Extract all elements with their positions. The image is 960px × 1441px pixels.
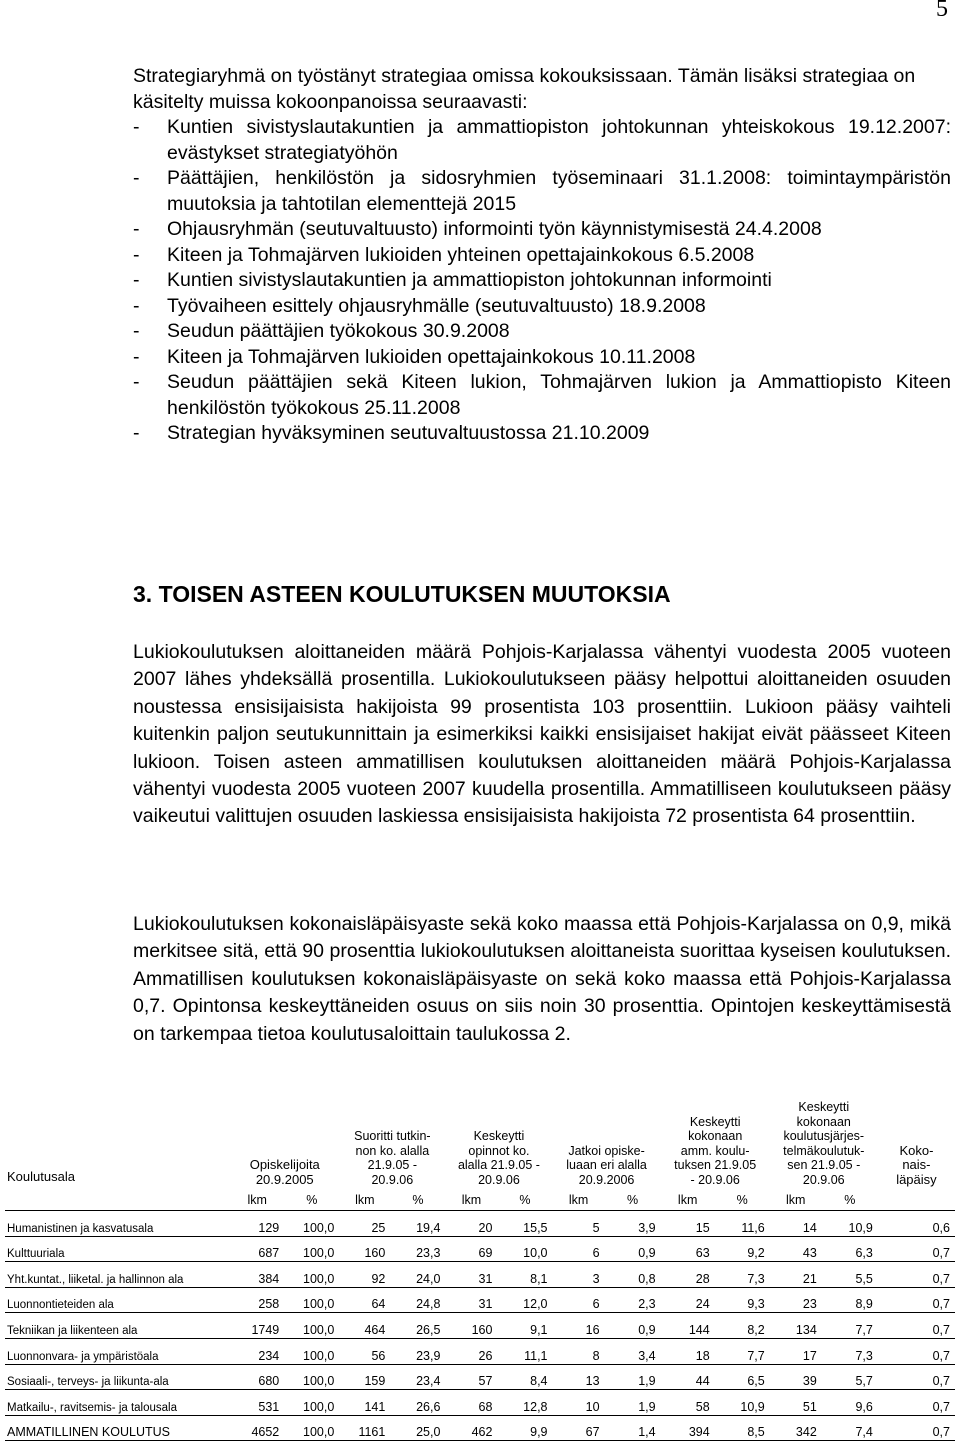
table-cell: 0,7 — [878, 1364, 955, 1390]
table-cell: 258 — [230, 1287, 284, 1313]
table-cell: 11,6 — [715, 1211, 770, 1237]
strategy-list-item — [133, 319, 951, 345]
table-subheader-row — [5, 1190, 955, 1211]
table-row — [5, 1338, 955, 1364]
table-cell: 92 — [339, 1262, 390, 1288]
table-cell: 160 — [339, 1236, 390, 1262]
table-cell: 141 — [339, 1390, 390, 1416]
strategy-list-item — [133, 268, 951, 294]
table-cell: 44 — [661, 1364, 715, 1390]
list-item-text: Kiteen ja Tohmajärven lukioiden yhteinen opettajainkokous 6.5.2008 — [167, 243, 755, 266]
strategy-process-list — [133, 64, 951, 447]
subheader-cell: % — [497, 1190, 552, 1211]
table-cell: 160 — [445, 1313, 497, 1339]
table-cell: 64 — [339, 1287, 390, 1313]
table-cell: 100,0 — [284, 1236, 339, 1262]
paragraph-upper-secondary-changes: Lukiokoulutuksen aloittaneiden määrä Pohjois-Karjalassa vähentyi vuodesta 2005 vuoteen 2007 lähes yhdeksällä prosentilla. Lukiokoulutukseen pääsy helpottui aloittaneiden osuuden noustessa ensisijaisista hakijoista 99 prosentista 103 prosenttiin. Lukioon pääsy vaihteli kuitenkin paljon seutukunnittain ja esimerkiksi kaikki ensisijaiset hakijat eivät päässeet Kiteen lukioon. Toisen asteen ammatillisen koulutuksen aloittaneiden määrä Pohjois-Karjalassa vähentyi vuodesta 2005 vuoteen 2007 kuudella prosentilla. Ammatilliseen koulutukseen pääsy vaikeutui valittujen osuuden laskiessa ensisijaisista hakijoista 72 prosentista 64 prosenttiin. — [133, 641, 951, 828]
header-line: 20.9.06 — [802, 1172, 845, 1187]
strategy-list-item — [133, 345, 951, 371]
header-line: tuksen 21.9.05 — [674, 1158, 757, 1172]
table-cell: 9,9 — [497, 1415, 552, 1441]
list-item-text: Kuntien sivistyslautakuntien ja ammattiopiston johtokunnan yhteiskokous 19.12.2007: evästykset strategiatyöhön — [167, 116, 951, 164]
header-line: Opiskelijoita — [249, 1157, 320, 1172]
strategy-list-item — [133, 115, 951, 166]
row-label: Sosiaali-, terveys- ja liikunta-ala — [5, 1364, 230, 1390]
list-bullet: - — [133, 243, 140, 266]
strategy-list-item — [133, 217, 951, 243]
table-cell: 5,7 — [822, 1364, 878, 1390]
header-line: Keskeytti — [689, 1114, 741, 1129]
table-row — [5, 1415, 955, 1441]
subheader-cell: lkm — [445, 1190, 497, 1211]
table-cell: 8,5 — [715, 1415, 770, 1441]
header-line: - 20.9.06 — [690, 1172, 740, 1187]
table-cell: 12,8 — [497, 1390, 552, 1416]
header-dropped-all — [770, 1100, 878, 1190]
table-row — [5, 1287, 955, 1313]
table-cell: 0,8 — [605, 1262, 661, 1288]
table-cell: 11,1 — [497, 1338, 552, 1364]
list-item-text: Seudun päättäjien työkokous 30.9.2008 — [167, 320, 510, 342]
header-line: 20.9.06 — [371, 1172, 414, 1187]
table-cell: 0,9 — [605, 1313, 661, 1339]
header-line: 20.9.2006 — [578, 1172, 635, 1187]
table-cell: 17 — [770, 1338, 822, 1364]
header-pass-rate — [878, 1100, 955, 1190]
table-cell: 28 — [661, 1262, 715, 1288]
table-cell: 100,0 — [284, 1415, 339, 1441]
table-cell: 13 — [553, 1364, 605, 1390]
list-bullet: - — [133, 218, 140, 240]
table-cell: 6,3 — [822, 1236, 878, 1262]
header-line: amm. koulu- — [680, 1143, 750, 1158]
strategy-list-item — [133, 421, 951, 447]
paragraph-completion-rates: Lukiokoulutuksen kokonaisläpäisyaste sekä koko maassa että Pohjois-Karjalassa on 0,9, mikä merkitsee sitä, että 90 prosenttia lukiokoulutuksen aloittaneista suorittaa kyseisen koulutuksen. Ammatillisen koulutuksen kokonaisläpäisyaste on sekä koko maassa että Pohjois-Karjalassa 0,7. Opintonsa keskeyttäneiden osuus on siis noin 30 prosenttia. Opintojen keskeyttämisestä on tarkempaa tietoa koulutusaloittain taulukossa 2. — [133, 913, 951, 1045]
list-bullet: - — [133, 167, 140, 189]
table-row — [5, 1211, 955, 1237]
table-cell: 6,5 — [715, 1364, 770, 1390]
table-cell: 9,6 — [822, 1390, 878, 1416]
header-dropped-vocational — [661, 1100, 770, 1190]
list-item-text: Kiteen ja Tohmajärven lukioiden opettajainkokous 10.11.2008 — [167, 345, 696, 368]
table-cell: 134 — [770, 1313, 822, 1339]
subheader-cell: % — [284, 1190, 339, 1211]
table-cell: 0,7 — [878, 1287, 955, 1313]
table-cell: 4652 — [230, 1415, 284, 1441]
row-label: Matkailu-, ravitsemis- ja talousala — [5, 1390, 230, 1416]
table-cell: 0,7 — [878, 1415, 955, 1441]
table-row — [5, 1313, 955, 1339]
table-cell: 9,1 — [497, 1313, 552, 1339]
list-bullet: - — [133, 320, 140, 342]
table-cell: 51 — [770, 1390, 822, 1416]
table-cell: 58 — [661, 1390, 715, 1416]
table-cell: 3,4 — [605, 1338, 661, 1364]
table-cell: 31 — [445, 1262, 497, 1288]
table-cell: 25,0 — [390, 1415, 445, 1441]
table-cell: 67 — [553, 1415, 605, 1441]
table-header-row — [5, 1100, 955, 1190]
table-cell: 26 — [445, 1338, 497, 1364]
header-line: opinnot ko. — [468, 1143, 530, 1158]
table-cell: 43 — [770, 1236, 822, 1262]
table-cell: 5,5 — [822, 1262, 878, 1288]
table-cell: 20 — [445, 1211, 497, 1237]
table-cell: 394 — [661, 1415, 715, 1441]
table-cell: 24,0 — [390, 1262, 445, 1288]
list-bullet: - — [133, 116, 140, 138]
header-line: nais- — [902, 1157, 931, 1172]
table-cell: 16 — [553, 1313, 605, 1339]
table-cell: 7,7 — [822, 1313, 878, 1339]
table-cell: 342 — [770, 1415, 822, 1441]
table-row — [5, 1390, 955, 1416]
table-cell: 0,7 — [878, 1236, 955, 1262]
table-cell: 63 — [661, 1236, 715, 1262]
table-cell: 3 — [553, 1262, 605, 1288]
table-cell: 8,4 — [497, 1364, 552, 1390]
header-line: Keskeytti — [473, 1129, 525, 1143]
table-cell: 10,9 — [822, 1211, 878, 1237]
table-cell: 9,3 — [715, 1287, 770, 1313]
strategy-list-item — [133, 370, 951, 421]
subheader-cell: lkm — [230, 1190, 284, 1211]
subheader-cell: lkm — [770, 1190, 822, 1211]
list-item-text: Ohjausryhmän (seutuvaltuusto) informointi työn käynnistymisestä 24.4.2008 — [167, 218, 822, 240]
table-cell: 100,0 — [284, 1313, 339, 1339]
table-cell: 680 — [230, 1364, 284, 1390]
list-bullet: - — [133, 345, 140, 368]
header-line: alalla 21.9.05 - — [457, 1158, 540, 1172]
table-cell: 8,9 — [822, 1287, 878, 1313]
header-line: luaan eri alalla — [566, 1158, 647, 1172]
table-cell: 144 — [661, 1313, 715, 1339]
table-cell: 24,8 — [390, 1287, 445, 1313]
table-cell: 8 — [553, 1338, 605, 1364]
table-row — [5, 1236, 955, 1262]
header-students — [230, 1100, 339, 1190]
list-bullet: - — [133, 422, 140, 444]
table-cell: 687 — [230, 1236, 284, 1262]
table-cell: 1,9 — [605, 1364, 661, 1390]
strategy-list-item — [133, 294, 951, 320]
header-line: koulutusjärjes- — [783, 1129, 865, 1143]
table-cell: 6 — [553, 1287, 605, 1313]
row-label: Kulttuuriala — [5, 1236, 230, 1262]
table-cell: 5 — [553, 1211, 605, 1237]
header-line: 21.9.05 - — [367, 1158, 418, 1172]
header-line: kokonaan — [796, 1114, 851, 1129]
list-item-text: Kuntien sivistyslautakuntien ja ammattiopiston johtokunnan informointi — [167, 269, 772, 291]
header-field: Koulutusala — [7, 1168, 75, 1184]
table-cell: 0,7 — [878, 1262, 955, 1288]
table-cell: 1,4 — [605, 1415, 661, 1441]
row-label: Humanistinen ja kasvatusala — [5, 1211, 230, 1237]
row-label: Luonnonvara- ja ympäristöala — [5, 1338, 230, 1364]
strategy-list-item — [133, 243, 951, 269]
list-bullet: - — [133, 269, 140, 291]
table-cell: 7,7 — [715, 1338, 770, 1364]
table-cell: 39 — [770, 1364, 822, 1390]
table-cell: 10 — [553, 1390, 605, 1416]
dropout-table — [5, 1100, 955, 1441]
table-cell: 0,7 — [878, 1338, 955, 1364]
list-item-text: Strategian hyväksyminen seutuvaltuustossa 21.10.2009 — [167, 422, 650, 444]
table-cell: 2,3 — [605, 1287, 661, 1313]
table-cell: 57 — [445, 1364, 497, 1390]
table-row — [5, 1364, 955, 1390]
table-cell: 1,9 — [605, 1390, 661, 1416]
table-cell: 0,7 — [878, 1313, 955, 1339]
header-line: Jatkoi opiske- — [568, 1143, 645, 1158]
header-line: sen 21.9.05 - — [787, 1158, 861, 1172]
header-dropped-field — [445, 1100, 552, 1190]
table-cell: 15 — [661, 1211, 715, 1237]
table-cell: 9,2 — [715, 1236, 770, 1262]
row-label: Tekniikan ja liikenteen ala — [5, 1313, 230, 1339]
table-cell: 15,5 — [497, 1211, 552, 1237]
table-cell: 68 — [445, 1390, 497, 1416]
row-label: Luonnontieteiden ala — [5, 1287, 230, 1313]
table-cell: 24 — [661, 1287, 715, 1313]
table-cell: 19,4 — [390, 1211, 445, 1237]
table-cell: 18 — [661, 1338, 715, 1364]
table-cell: 159 — [339, 1364, 390, 1390]
table-cell: 100,0 — [284, 1364, 339, 1390]
table-cell: 462 — [445, 1415, 497, 1441]
subheader-cell: % — [605, 1190, 661, 1211]
header-line: 20.9.2005 — [255, 1171, 314, 1187]
header-line: Koko- — [899, 1142, 934, 1158]
list-bullet: - — [133, 371, 140, 393]
header-line: telmäkoulutuk- — [783, 1143, 865, 1158]
table-cell: 10,9 — [715, 1390, 770, 1416]
subheader-empty — [5, 1190, 230, 1211]
table-cell: 234 — [230, 1338, 284, 1364]
strategy-intro: Strategiaryhmä on työstänyt strategiaa omissa kokouksissaan. Tämän lisäksi strategiaa on käsitelty muissa kokoonpanoissa seuraavasti: — [133, 65, 916, 113]
table-cell: 56 — [339, 1338, 390, 1364]
header-line: 20.9.06 — [478, 1172, 520, 1187]
table-cell: 8,1 — [497, 1262, 552, 1288]
subheader-cell: % — [390, 1190, 445, 1211]
table-cell: 69 — [445, 1236, 497, 1262]
list-item-text: Seudun päättäjien sekä Kiteen lukion, Tohmajärven lukion ja Ammattiopisto Kiteen henkilöstön työkokous 25.11.2008 — [167, 371, 951, 419]
subheader-cell: lkm — [339, 1190, 390, 1211]
table-cell: 21 — [770, 1262, 822, 1288]
table-cell: 25 — [339, 1211, 390, 1237]
table-cell: 100,0 — [284, 1211, 339, 1237]
subheader-cell: lkm — [661, 1190, 715, 1211]
table-cell: 100,0 — [284, 1262, 339, 1288]
table-cell: 23,9 — [390, 1338, 445, 1364]
table-cell: 100,0 — [284, 1287, 339, 1313]
list-item-text: Päättäjien, henkilöstön ja sidosryhmien työseminaari 31.1.2008: toimintaympäristön muutoksia ja tahtotilan elementtejä 2015 — [167, 167, 951, 215]
header-completed — [339, 1100, 445, 1190]
table-cell: 129 — [230, 1211, 284, 1237]
header-line: Suoritti tutkin- — [354, 1129, 431, 1143]
header-line: läpäisy — [896, 1171, 937, 1187]
table-cell: 100,0 — [284, 1338, 339, 1364]
table-cell: 7,3 — [822, 1338, 878, 1364]
table-cell: 384 — [230, 1262, 284, 1288]
table-cell: 8,2 — [715, 1313, 770, 1339]
table-cell: 6 — [553, 1236, 605, 1262]
header-line: kokonaan — [688, 1129, 743, 1143]
list-item-text: Työvaiheen esittely ohjausryhmälle (seutuvaltuusto) 18.9.2008 — [167, 294, 706, 317]
row-label: AMMATILLINEN KOULUTUS — [5, 1415, 230, 1441]
table-cell: 7,3 — [715, 1262, 770, 1288]
list-bullet: - — [133, 294, 140, 317]
table-cell: 26,5 — [390, 1313, 445, 1339]
table-cell: 0,9 — [605, 1236, 661, 1262]
table-cell: 12,0 — [497, 1287, 552, 1313]
header-line: non ko. alalla — [355, 1143, 430, 1158]
subheader-cell: lkm — [553, 1190, 605, 1211]
table-row — [5, 1262, 955, 1288]
header-line: Keskeytti — [798, 1100, 850, 1114]
table-cell: 1161 — [339, 1415, 390, 1441]
subheader-cell: % — [822, 1190, 878, 1211]
table-cell: 1749 — [230, 1313, 284, 1339]
table-cell: 0,7 — [878, 1390, 955, 1416]
subheader-cell: % — [715, 1190, 770, 1211]
table-cell: 23 — [770, 1287, 822, 1313]
table-cell: 7,4 — [822, 1415, 878, 1441]
table-cell: 100,0 — [284, 1390, 339, 1416]
table-cell: 0,6 — [878, 1211, 955, 1237]
row-label: Yht.kuntat., liiketal. ja hallinnon ala — [5, 1262, 230, 1288]
table-cell: 464 — [339, 1313, 390, 1339]
strategy-list-item — [133, 166, 951, 217]
table-cell: 31 — [445, 1287, 497, 1313]
table-cell: 10,0 — [497, 1236, 552, 1262]
subheader-empty — [878, 1190, 955, 1211]
header-continued — [553, 1100, 661, 1190]
table-cell: 531 — [230, 1390, 284, 1416]
table-cell: 23,4 — [390, 1364, 445, 1390]
section-heading: 3. TOISEN ASTEEN KOULUTUKSEN MUUTOKSIA — [133, 581, 671, 607]
table-cell: 26,6 — [390, 1390, 445, 1416]
page-number: 5 — [936, 0, 948, 22]
table-cell: 23,3 — [390, 1236, 445, 1262]
table-cell: 3,9 — [605, 1211, 661, 1237]
table-cell: 14 — [770, 1211, 822, 1237]
